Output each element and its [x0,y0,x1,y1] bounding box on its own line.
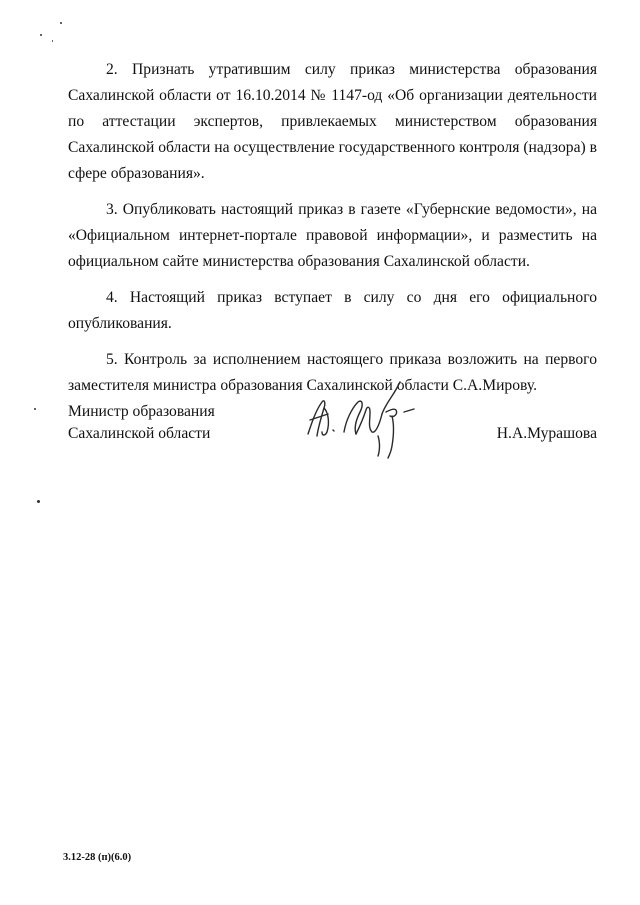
signatory-title-line2: Сахалинской области [68,425,211,442]
paragraph-item-3: 3. Опубликовать настоящий приказ в газете «Губернские ведомости», на «Официальном интернет-портале правовой информации», и разместить на официальном сайте министерства образования Сахалинской области. [68,201,597,270]
scan-speck [60,22,62,24]
signatory-title [68,401,215,445]
signatory-title-line1: Министр образования [68,403,215,420]
document-footer-code: 3.12-28 (п)(6.0) [63,852,132,863]
scan-speck [34,408,36,410]
handwritten-signature [300,372,430,462]
paragraph-spacer [68,187,597,197]
scan-speck [52,40,53,42]
paragraph-item-2: 2. Признать утратившим силу приказ министерства образования Сахалинской области от 16.10.2014 № 1147-од «Об организации деятельности по аттестации экспертов, привлекаемых министерством образования Сахалинской области на осуществление государственного контроля (надзора) в сфере образования». [68,61,597,182]
scan-speck [40,34,42,36]
signatory-name: Н.А.Мурашова [496,425,597,442]
paragraph-item-5: 5. Контроль за исполнением настоящего приказа возложить на первого заместителя министра образования Сахалинской области С.А.Мирову. [68,351,597,394]
order-body [68,57,597,399]
paragraph-spacer [68,337,597,347]
scan-speck [37,500,40,503]
paragraph-spacer [68,275,597,285]
paragraph-item-4: 4. Настоящий приказ вступает в силу со дня его официального опубликования. [68,289,597,332]
